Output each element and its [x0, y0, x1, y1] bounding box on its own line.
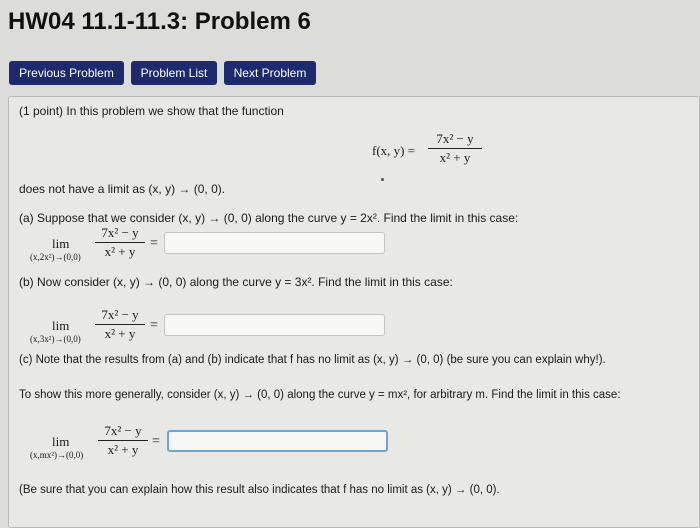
part-c-text: (c) Note that the results from (a) and (b) indicate that f has no limit as (x, y) → (0, 0) (be sure you can explain why!). [19, 354, 606, 366]
next-problem-button[interactable]: Next Problem [224, 61, 316, 85]
closing-text: (Be sure that you can explain how this result also indicates that f has no limit as (x, y) → (0, 0). [19, 484, 500, 496]
equals-c: = [152, 434, 160, 449]
fraction-c-numerator: 7x² − y [98, 423, 148, 441]
answer-a-input[interactable] [164, 232, 385, 254]
answer-c-input[interactable] [167, 430, 388, 452]
fraction-a-numerator: 7x² − y [95, 225, 145, 243]
function-numerator: 7x² − y [428, 131, 482, 149]
lim-b: lim [52, 318, 70, 333]
function-fraction [428, 131, 482, 166]
lim-c-subscript: (x,mx²)→(0,0) [30, 450, 84, 460]
equals-a: = [150, 236, 158, 251]
function-lhs: f(x, y) = [372, 143, 416, 158]
page-title: HW04 11.1-11.3: Problem 6 [8, 8, 311, 35]
lim-a-subscript: (x,2x²)→(0,0) [30, 252, 81, 262]
fraction-a [95, 225, 145, 260]
problem-list-button[interactable]: Problem List [131, 61, 217, 85]
part-b-text: (b) Now consider (x, y) → (0, 0) along the curve y = 3x². Find the limit in this case: [19, 275, 453, 289]
fraction-a-denominator: x² + y [104, 244, 136, 259]
fraction-c-denominator: x² + y [107, 442, 139, 457]
part-a-text: (a) Suppose that we consider (x, y) → (0, 0) along the curve y = 2x². Find the limit in this case: [19, 211, 519, 225]
general-text: To show this more generally, consider (x, y) → (0, 0) along the curve y = mx², for arbitrary m. Find the limit in this case: [19, 389, 621, 401]
lim-a: lim [52, 236, 70, 251]
no-limit-text: does not have a limit as (x, y) → (0, 0). [19, 182, 226, 196]
fraction-b-numerator: 7x² − y [95, 307, 145, 325]
intro-text: (1 point) In this problem we show that the function [19, 104, 284, 118]
stray-dot [381, 178, 384, 181]
function-denominator: x² + y [439, 150, 471, 165]
lim-c: lim [52, 434, 70, 449]
previous-problem-button[interactable]: Previous Problem [9, 61, 124, 85]
lim-b-subscript: (x,3x²)→(0,0) [30, 334, 81, 344]
answer-b-input[interactable] [164, 314, 385, 336]
fraction-b-denominator: x² + y [104, 326, 136, 341]
equals-b: = [150, 318, 158, 333]
fraction-c [98, 423, 148, 458]
fraction-b [95, 307, 145, 342]
